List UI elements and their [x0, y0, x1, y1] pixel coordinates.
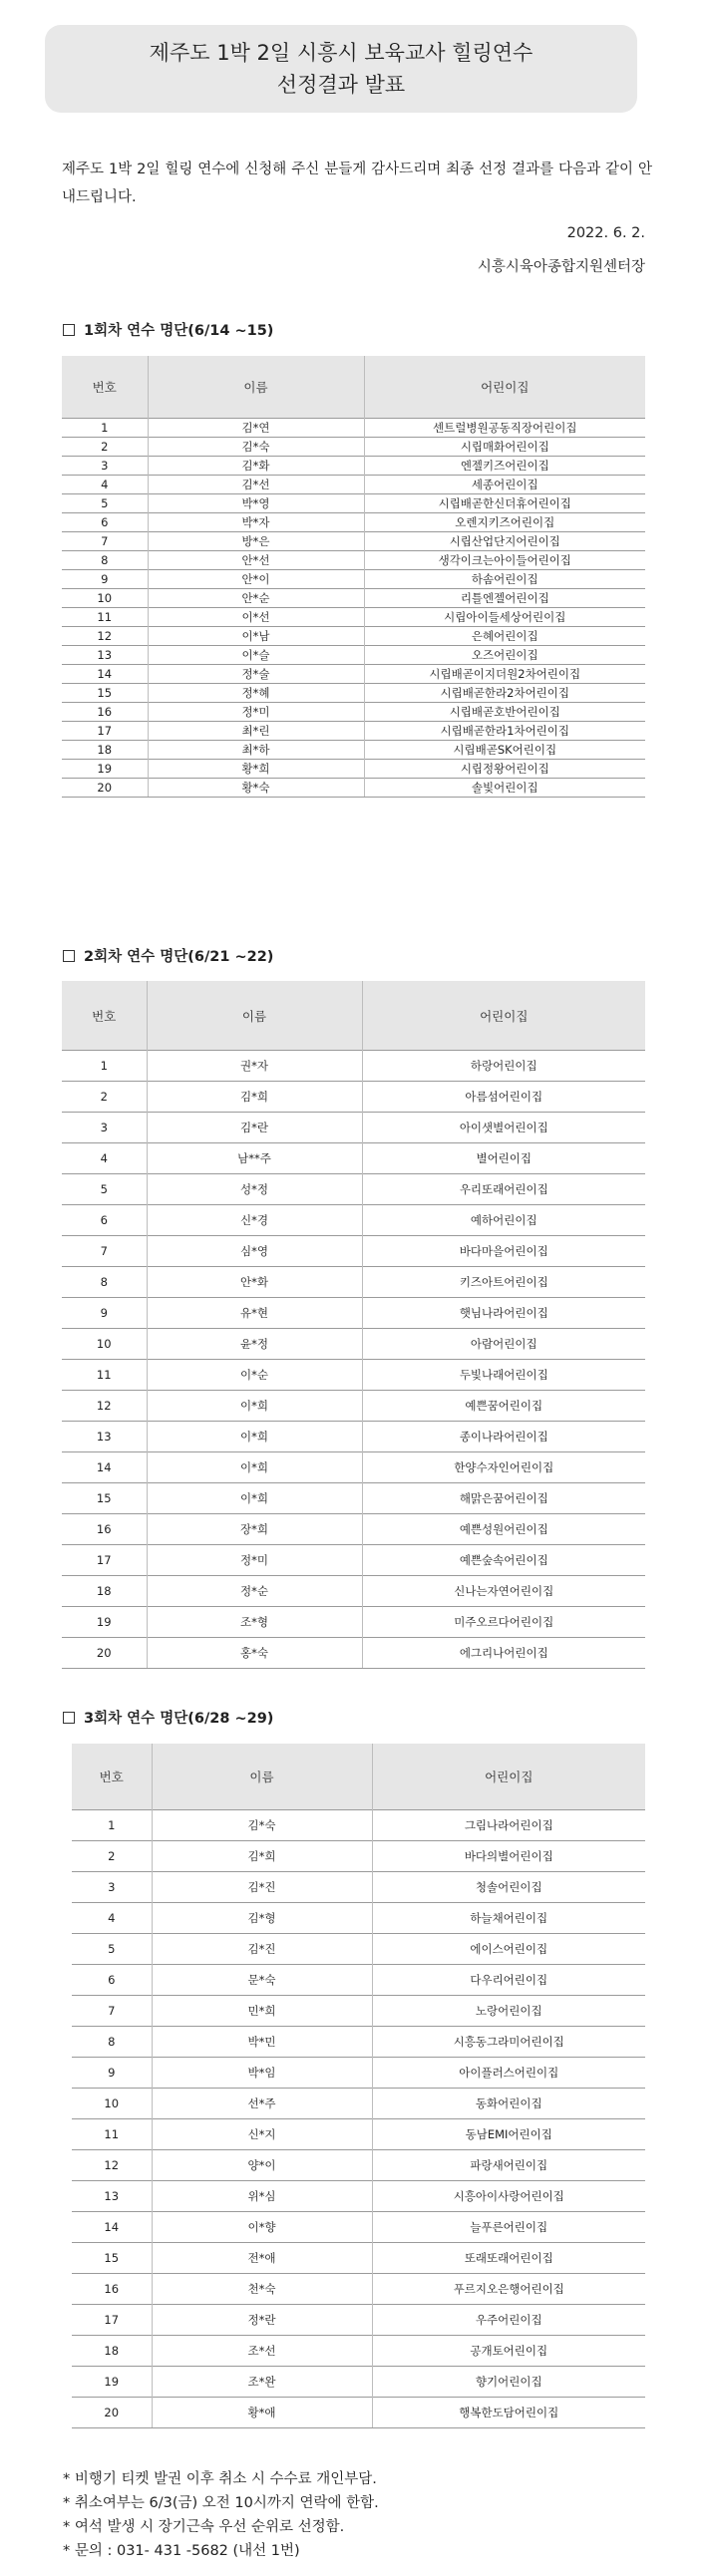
- row-number: 8: [72, 2027, 152, 2058]
- table-row: [62, 703, 645, 722]
- daycare-name: 오렌지키즈어린이집: [364, 513, 645, 532]
- row-number: 4: [72, 1903, 152, 1934]
- daycare-name: 아름섬어린이집: [362, 1082, 645, 1113]
- table-row: [62, 760, 645, 779]
- daycare-name: 시립아이들세상어린이집: [364, 608, 645, 627]
- table-row: [62, 1298, 645, 1329]
- person-name: 황*숙: [148, 779, 364, 798]
- row-number: 16: [72, 2274, 152, 2305]
- header-name: 이름: [147, 981, 362, 1051]
- intro-paragraph: 제주도 1박 2일 힐링 연수에 신청해 주신 분들게 감사드리며 최종 선정 결과를 다음과 같이 안내드립니다.: [62, 161, 652, 205]
- daycare-name: 예쁜숲속어린이집: [362, 1545, 645, 1576]
- table-row: [62, 532, 645, 551]
- daycare-name: 햇님나라어린이집: [362, 1298, 645, 1329]
- daycare-name: 엔젤키즈어린이집: [364, 457, 645, 476]
- person-name: 심*영: [147, 1236, 362, 1267]
- daycare-name: 바다마을어린이집: [362, 1236, 645, 1267]
- person-name: 정*순: [147, 1576, 362, 1607]
- table-row: [62, 457, 645, 476]
- daycare-name: 파랑새어린이집: [372, 2150, 645, 2181]
- daycare-name: 오즈어린이집: [364, 646, 645, 665]
- table-row: [62, 627, 645, 646]
- person-name: 이*희: [147, 1452, 362, 1483]
- table-row: [72, 1903, 645, 1934]
- daycare-name: 하솜어린이집: [364, 570, 645, 589]
- daycare-name: 시립배곧한라1차어린이집: [364, 722, 645, 741]
- table-row: [62, 589, 645, 608]
- row-number: 5: [62, 494, 148, 513]
- daycare-name: 그림나라어린이집: [372, 1810, 645, 1841]
- table-row: [72, 2398, 645, 2428]
- table-row: [62, 1452, 645, 1483]
- row-number: 12: [62, 627, 148, 646]
- row-number: 10: [62, 1329, 147, 1360]
- table-row: [62, 1391, 645, 1422]
- row-number: 17: [62, 1545, 147, 1576]
- person-name: 최*린: [148, 722, 364, 741]
- section-heading-text: 3회차 연수 명단(6/28 ~29): [84, 1711, 274, 1727]
- checkbox-square-icon: [63, 950, 75, 962]
- table-row: [62, 1329, 645, 1360]
- daycare-name: 시립배곧한라2차어린이집: [364, 684, 645, 703]
- daycare-name: 시흥아이사랑어린이집: [372, 2181, 645, 2212]
- row-number: 11: [62, 608, 148, 627]
- person-name: 김*연: [148, 419, 364, 438]
- daycare-name: 향기어린이집: [372, 2367, 645, 2398]
- table-row: [72, 1872, 645, 1903]
- person-name: 이*순: [147, 1360, 362, 1391]
- person-name: 윤*정: [147, 1329, 362, 1360]
- table-row: [72, 2305, 645, 2336]
- person-name: 박*민: [152, 2027, 372, 2058]
- table-row: [62, 551, 645, 570]
- person-name: 안*이: [148, 570, 364, 589]
- row-number: 15: [62, 684, 148, 703]
- announcement-date: 2022. 6. 2.: [566, 225, 645, 241]
- row-number: 5: [62, 1174, 147, 1205]
- note-item: * 취소여부는 6/3(금) 오전 10시까지 연락에 한함.: [63, 2495, 379, 2511]
- daycare-name: 시립배곧한신더휴어린이집: [364, 494, 645, 513]
- daycare-name: 키즈아트어린이집: [362, 1267, 645, 1298]
- row-number: 13: [62, 646, 148, 665]
- checkbox-square-icon: [63, 324, 75, 336]
- daycare-name: 시립산업단지어린이집: [364, 532, 645, 551]
- table-row: [72, 1996, 645, 2027]
- person-name: 유*현: [147, 1298, 362, 1329]
- daycare-name: 한양수자인어린이집: [362, 1452, 645, 1483]
- person-name: 전*애: [152, 2243, 372, 2274]
- person-name: 정*미: [148, 703, 364, 722]
- person-name: 정*미: [147, 1545, 362, 1576]
- table-row: [72, 2212, 645, 2243]
- daycare-name: 공개토어린이집: [372, 2336, 645, 2367]
- row-number: 12: [62, 1391, 147, 1422]
- table-row: [72, 2150, 645, 2181]
- table-row: [72, 2058, 645, 2089]
- table-row: [62, 1267, 645, 1298]
- table-row: [72, 2089, 645, 2119]
- person-name: 박*영: [148, 494, 364, 513]
- daycare-name: 두빛나래어린이집: [362, 1360, 645, 1391]
- row-number: 4: [62, 476, 148, 494]
- row-number: 16: [62, 1514, 147, 1545]
- roster-table-3: [72, 1744, 645, 2428]
- row-number: 8: [62, 1267, 147, 1298]
- daycare-name: 예쁜성원어린이집: [362, 1514, 645, 1545]
- row-number: 6: [72, 1965, 152, 1996]
- daycare-name: 우리또래어린이집: [362, 1174, 645, 1205]
- person-name: 김*숙: [152, 1810, 372, 1841]
- table-row: [62, 1576, 645, 1607]
- header-daycare: 어린이집: [372, 1744, 645, 1810]
- daycare-name: 바다의별어린이집: [372, 1841, 645, 1872]
- table-row: [72, 1810, 645, 1841]
- issuer-name: 시흥시육아종합지원센터장: [477, 259, 645, 275]
- row-number: 15: [72, 2243, 152, 2274]
- table-header-row: [72, 1744, 645, 1810]
- daycare-name: 예쁜꿈어린이집: [362, 1391, 645, 1422]
- person-name: 안*화: [147, 1267, 362, 1298]
- table-row: [62, 1514, 645, 1545]
- row-number: 18: [62, 1576, 147, 1607]
- table-row: [72, 2274, 645, 2305]
- header-name: 이름: [148, 356, 364, 419]
- row-number: 19: [62, 760, 148, 779]
- person-name: 선*주: [152, 2089, 372, 2119]
- person-name: 권*자: [147, 1051, 362, 1082]
- person-name: 황*애: [152, 2398, 372, 2428]
- table-row: [62, 1607, 645, 1638]
- roster-table-2: [62, 981, 645, 1669]
- person-name: 신*경: [147, 1205, 362, 1236]
- person-name: 천*숙: [152, 2274, 372, 2305]
- table-row: [72, 2119, 645, 2150]
- daycare-name: 노랑어린이집: [372, 1996, 645, 2027]
- row-number: 9: [62, 570, 148, 589]
- note-item: * 여석 발생 시 장기근속 우선 순위로 선정함.: [63, 2519, 345, 2535]
- row-number: 19: [72, 2367, 152, 2398]
- table-row: [62, 1113, 645, 1143]
- daycare-name: 아이샛별어린이집: [362, 1113, 645, 1143]
- daycare-name: 신나는자연어린이집: [362, 1576, 645, 1607]
- person-name: 박*자: [148, 513, 364, 532]
- table-row: [62, 741, 645, 760]
- row-number: 14: [62, 1452, 147, 1483]
- table-row: [72, 2027, 645, 2058]
- table-row: [72, 2367, 645, 2398]
- row-number: 9: [62, 1298, 147, 1329]
- row-number: 19: [62, 1607, 147, 1638]
- row-number: 1: [62, 419, 148, 438]
- daycare-name: 시흥동그라미어린이집: [372, 2027, 645, 2058]
- row-number: 2: [62, 1082, 147, 1113]
- row-number: 20: [62, 779, 148, 798]
- daycare-name: 청솔어린이집: [372, 1872, 645, 1903]
- daycare-name: 행복한도담어린이집: [372, 2398, 645, 2428]
- section-heading-text: 2회차 연수 명단(6/21 ~22): [84, 949, 274, 965]
- person-name: 남**주: [147, 1143, 362, 1174]
- table-row: [62, 1545, 645, 1576]
- daycare-name: 세종어린이집: [364, 476, 645, 494]
- row-number: 5: [72, 1934, 152, 1965]
- table-row: [62, 1236, 645, 1267]
- daycare-name: 센트럴병원공동직장어린이집: [364, 419, 645, 438]
- person-name: 조*형: [147, 1607, 362, 1638]
- row-number: 7: [62, 532, 148, 551]
- daycare-name: 시립배곧SK어린이집: [364, 741, 645, 760]
- daycare-name: 시립매화어린이집: [364, 438, 645, 457]
- row-number: 20: [72, 2398, 152, 2428]
- person-name: 성*정: [147, 1174, 362, 1205]
- person-name: 김*형: [152, 1903, 372, 1934]
- header-no: 번호: [62, 356, 148, 419]
- daycare-name: 아람어린이집: [362, 1329, 645, 1360]
- table-row: [62, 1143, 645, 1174]
- person-name: 김*진: [152, 1934, 372, 1965]
- row-number: 9: [72, 2058, 152, 2089]
- row-number: 16: [62, 703, 148, 722]
- table-row: [72, 1934, 645, 1965]
- section-heading-1: [63, 319, 273, 340]
- header-daycare: 어린이집: [362, 981, 645, 1051]
- table-row: [72, 1841, 645, 1872]
- page-title: 제주도 1박 2일 시흥시 보육교사 힐링연수: [149, 41, 533, 65]
- daycare-name: 에이스어린이집: [372, 1934, 645, 1965]
- table-row: [62, 684, 645, 703]
- daycare-name: 리틀엔젤어린이집: [364, 589, 645, 608]
- daycare-name: 늘푸른어린이집: [372, 2212, 645, 2243]
- row-number: 12: [72, 2150, 152, 2181]
- row-number: 18: [62, 741, 148, 760]
- header-no: 번호: [72, 1744, 152, 1810]
- table-row: [72, 2336, 645, 2367]
- row-number: 17: [72, 2305, 152, 2336]
- section-heading-2: [63, 945, 273, 966]
- daycare-name: 시립정왕어린이집: [364, 760, 645, 779]
- row-number: 6: [62, 1205, 147, 1236]
- person-name: 안*선: [148, 551, 364, 570]
- person-name: 김*선: [148, 476, 364, 494]
- header-no: 번호: [62, 981, 147, 1051]
- person-name: 조*선: [152, 2336, 372, 2367]
- person-name: 황*희: [148, 760, 364, 779]
- person-name: 이*선: [148, 608, 364, 627]
- row-number: 2: [62, 438, 148, 457]
- table-row: [62, 419, 645, 438]
- table-row: [62, 1174, 645, 1205]
- person-name: 방*은: [148, 532, 364, 551]
- daycare-name: 해맑은꿈어린이집: [362, 1483, 645, 1514]
- checkbox-square-icon: [63, 1712, 75, 1724]
- daycare-name: 예하어린이집: [362, 1205, 645, 1236]
- person-name: 이*남: [148, 627, 364, 646]
- daycare-name: 종이나라어린이집: [362, 1422, 645, 1452]
- section-heading-text: 1회차 연수 명단(6/14 ~15): [84, 323, 274, 339]
- daycare-name: 아이플러스어린이집: [372, 2058, 645, 2089]
- person-name: 양*이: [152, 2150, 372, 2181]
- row-number: 11: [62, 1360, 147, 1391]
- person-name: 이*향: [152, 2212, 372, 2243]
- title-banner: [45, 25, 637, 113]
- daycare-name: 하늘채어린이집: [372, 1903, 645, 1934]
- section-heading-3: [63, 1707, 273, 1728]
- daycare-name: 시립배곧이지더원2차어린이집: [364, 665, 645, 684]
- notes-list: [63, 2467, 379, 2563]
- row-number: 17: [62, 722, 148, 741]
- person-name: 문*숙: [152, 1965, 372, 1996]
- person-name: 신*지: [152, 2119, 372, 2150]
- table-row: [62, 494, 645, 513]
- table-row: [62, 1422, 645, 1452]
- row-number: 7: [62, 1236, 147, 1267]
- person-name: 김*진: [152, 1872, 372, 1903]
- person-name: 조*완: [152, 2367, 372, 2398]
- row-number: 15: [62, 1483, 147, 1514]
- row-number: 10: [72, 2089, 152, 2119]
- note-item: * 비행기 티켓 발권 이후 취소 시 수수료 개인부담.: [63, 2471, 377, 2487]
- row-number: 14: [62, 665, 148, 684]
- row-number: 18: [72, 2336, 152, 2367]
- header-name: 이름: [152, 1744, 372, 1810]
- daycare-name: 동남EMI어린이집: [372, 2119, 645, 2150]
- person-name: 김*란: [147, 1113, 362, 1143]
- table-row: [62, 608, 645, 627]
- table-row: [62, 1205, 645, 1236]
- person-name: 이*희: [147, 1391, 362, 1422]
- row-number: 20: [62, 1638, 147, 1669]
- table-header-row: [62, 356, 645, 419]
- table-row: [62, 1360, 645, 1391]
- row-number: 11: [72, 2119, 152, 2150]
- row-number: 3: [62, 1113, 147, 1143]
- person-name: 박*임: [152, 2058, 372, 2089]
- person-name: 안*순: [148, 589, 364, 608]
- person-name: 김*숙: [148, 438, 364, 457]
- person-name: 정*혜: [148, 684, 364, 703]
- daycare-name: 다우리어린이집: [372, 1965, 645, 1996]
- daycare-name: 은혜어린이집: [364, 627, 645, 646]
- person-name: 이*희: [147, 1483, 362, 1514]
- page-subtitle: 선정결과 발표: [276, 73, 406, 97]
- table-row: [62, 1051, 645, 1082]
- table-row: [72, 2181, 645, 2212]
- table-row: [62, 665, 645, 684]
- daycare-name: 미주오르다어린이집: [362, 1607, 645, 1638]
- table-row: [62, 1483, 645, 1514]
- table-row: [72, 2243, 645, 2274]
- person-name: 김*희: [147, 1082, 362, 1113]
- table-row: [62, 1082, 645, 1113]
- table-header-row: [62, 981, 645, 1051]
- row-number: 4: [62, 1143, 147, 1174]
- daycare-name: 시립배곧호반어린이집: [364, 703, 645, 722]
- row-number: 7: [72, 1996, 152, 2027]
- row-number: 1: [72, 1810, 152, 1841]
- person-name: 이*희: [147, 1422, 362, 1452]
- person-name: 정*술: [148, 665, 364, 684]
- row-number: 6: [62, 513, 148, 532]
- row-number: 13: [72, 2181, 152, 2212]
- table-row: [62, 570, 645, 589]
- table-row: [62, 513, 645, 532]
- daycare-name: 에그리나어린이집: [362, 1638, 645, 1669]
- person-name: 김*화: [148, 457, 364, 476]
- daycare-name: 생각이크는아이들어린이집: [364, 551, 645, 570]
- roster-table-1: [62, 356, 645, 798]
- table-row: [62, 438, 645, 457]
- table-row: [62, 476, 645, 494]
- note-item: * 문의 : 031- 431 -5682 (내선 1번): [63, 2543, 300, 2559]
- row-number: 14: [72, 2212, 152, 2243]
- person-name: 위*심: [152, 2181, 372, 2212]
- row-number: 13: [62, 1422, 147, 1452]
- person-name: 이*슬: [148, 646, 364, 665]
- row-number: 1: [62, 1051, 147, 1082]
- row-number: 2: [72, 1841, 152, 1872]
- person-name: 정*란: [152, 2305, 372, 2336]
- daycare-name: 푸르지오은행어린이집: [372, 2274, 645, 2305]
- row-number: 10: [62, 589, 148, 608]
- daycare-name: 또래또래어린이집: [372, 2243, 645, 2274]
- table-row: [62, 779, 645, 798]
- table-row: [72, 1965, 645, 1996]
- row-number: 3: [72, 1872, 152, 1903]
- person-name: 홍*숙: [147, 1638, 362, 1669]
- daycare-name: 하랑어린이집: [362, 1051, 645, 1082]
- table-row: [62, 1638, 645, 1669]
- daycare-name: 솔빛어린이집: [364, 779, 645, 798]
- daycare-name: 별어린이집: [362, 1143, 645, 1174]
- person-name: 민*희: [152, 1996, 372, 2027]
- person-name: 김*희: [152, 1841, 372, 1872]
- table-row: [62, 646, 645, 665]
- header-daycare: 어린이집: [364, 356, 645, 419]
- person-name: 최*하: [148, 741, 364, 760]
- person-name: 장*희: [147, 1514, 362, 1545]
- daycare-name: 우주어린이집: [372, 2305, 645, 2336]
- row-number: 3: [62, 457, 148, 476]
- table-row: [62, 722, 645, 741]
- row-number: 8: [62, 551, 148, 570]
- daycare-name: 동화어린이집: [372, 2089, 645, 2119]
